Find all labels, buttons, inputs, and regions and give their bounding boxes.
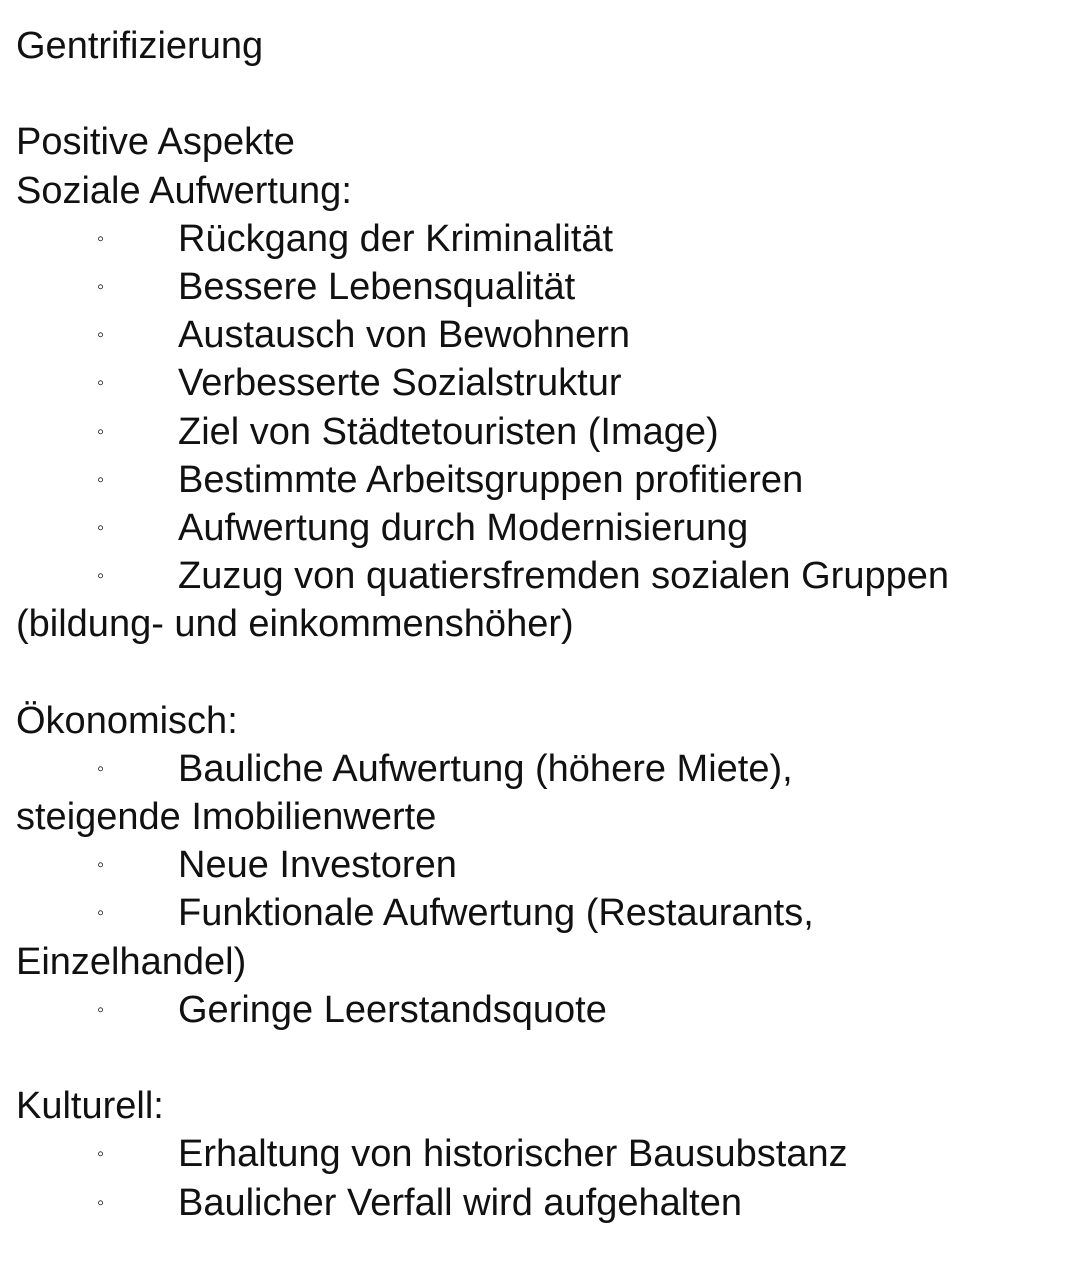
list-item-text: Neue Investoren bbox=[178, 844, 457, 887]
bullet-icon: ◦ bbox=[97, 324, 105, 347]
list-item-text: Geringe Leerstandsquote bbox=[178, 988, 607, 1031]
list-item bbox=[0, 215, 1080, 263]
list-item bbox=[0, 311, 1080, 359]
list-item-text: Verbesserte Sozialstruktur bbox=[178, 362, 622, 405]
economic-section-heading: Ökonomisch: bbox=[16, 699, 238, 742]
bullet-icon: ◦ bbox=[97, 275, 105, 298]
blank-line bbox=[0, 1034, 1080, 1082]
bullet-icon: ◦ bbox=[97, 372, 105, 395]
bullet-icon: ◦ bbox=[97, 1191, 105, 1214]
bullet-icon: ◦ bbox=[97, 516, 105, 539]
blank-line bbox=[0, 70, 1080, 118]
positive-aspects-heading: Positive Aspekte bbox=[16, 121, 295, 164]
list-item-continuation: Einzelhandel) bbox=[16, 940, 247, 983]
list-item-text: Bestimmte Arbeitsgruppen profitieren bbox=[178, 458, 804, 501]
cultural-section-heading: Kulturell: bbox=[16, 1085, 164, 1128]
list-item-text: Baulicher Verfall wird aufgehalten bbox=[178, 1181, 743, 1224]
list-item bbox=[0, 745, 1080, 793]
list-item-text: Aufwertung durch Modernisierung bbox=[178, 506, 749, 549]
bullet-icon: ◦ bbox=[97, 420, 105, 443]
list-item bbox=[0, 1130, 1080, 1178]
list-item-continuation: (bildung- und einkommenshöher) bbox=[16, 603, 574, 646]
list-item bbox=[0, 1179, 1080, 1227]
list-item bbox=[0, 359, 1080, 407]
list-item-text: Zuzug von quatiersfremden sozialen Gruppen bbox=[178, 555, 950, 598]
list-item bbox=[0, 456, 1080, 504]
bullet-icon: ◦ bbox=[97, 227, 105, 250]
list-item bbox=[0, 841, 1080, 889]
list-item-text: Ziel von Städtetouristen (Image) bbox=[178, 410, 719, 453]
bullet-icon: ◦ bbox=[97, 757, 105, 780]
list-item-text: Erhaltung von historischer Bausubstanz bbox=[178, 1133, 848, 1176]
list-item bbox=[0, 263, 1080, 311]
list-item bbox=[0, 552, 1080, 600]
list-item-text: Bessere Lebensqualität bbox=[178, 265, 576, 308]
list-item bbox=[0, 408, 1080, 456]
list-item bbox=[0, 986, 1080, 1034]
document-title: Gentrifizierung bbox=[16, 25, 264, 67]
list-item-continuation: steigende Imobilienwerte bbox=[16, 796, 437, 838]
list-item-text: Bauliche Aufwertung (höhere Miete), bbox=[178, 747, 793, 790]
list-item bbox=[0, 504, 1080, 552]
list-item bbox=[0, 889, 1080, 937]
bullet-icon: ◦ bbox=[97, 1143, 105, 1166]
social-section-heading: Soziale Aufwertung: bbox=[16, 169, 352, 212]
list-item-text: Rückgang der Kriminalität bbox=[178, 217, 614, 260]
bullet-icon: ◦ bbox=[97, 854, 105, 877]
list-item-text: Funktionale Aufwertung (Restaurants, bbox=[178, 892, 814, 935]
bullet-icon: ◦ bbox=[97, 998, 105, 1021]
bullet-icon: ◦ bbox=[97, 565, 105, 588]
bullet-icon: ◦ bbox=[97, 902, 105, 925]
blank-line bbox=[0, 648, 1080, 696]
bullet-icon: ◦ bbox=[97, 468, 105, 491]
list-item-text: Austausch von Bewohnern bbox=[178, 314, 631, 357]
